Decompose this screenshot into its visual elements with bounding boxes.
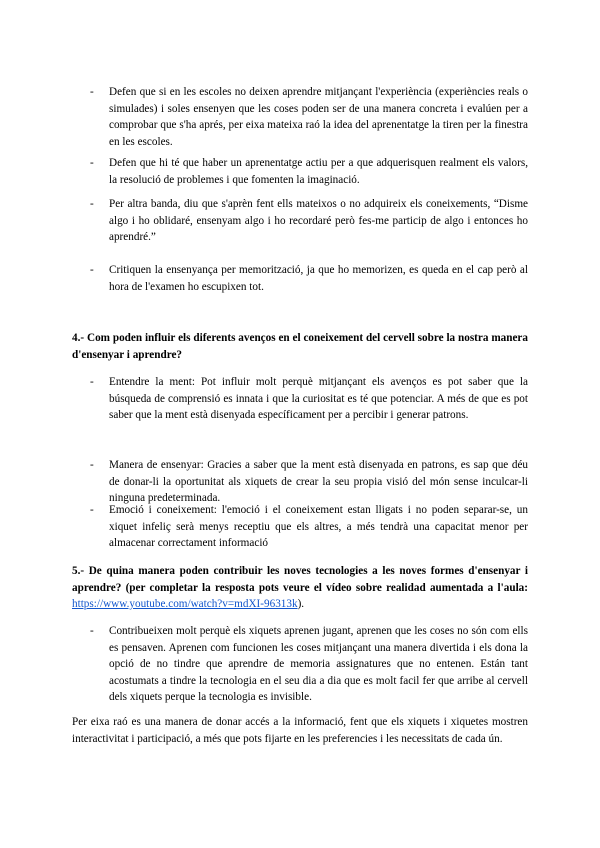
list-item-text: Defen que hi té que haber un aprenentatge actiu per a que adquerisquen realment els valors, la resolució de problemes i que fomenten la imaginació. <box>109 157 528 186</box>
list-item-text: Entendre la ment: Pot influir molt perquè mitjançant els avenços es pot saber que la búsqueda de comprensió es innata i que la curiositat es té que potenciar. A més de que es pot saber que la ment està disenyada específicament per a percibir i generar patrons. <box>109 376 528 421</box>
closing-paragraph: Per eixa raó es una manera de donar accés a la informació, fent que els xiquets i xiquetes mostren interactivitat i participació, a més que pots fijarte en les preferencies i les necessitats de cada ún. <box>72 716 528 745</box>
bullet-dash: - <box>90 157 94 169</box>
bullet-dash: - <box>90 625 94 637</box>
bullet-dash: - <box>90 376 94 388</box>
bullet-dash: - <box>90 264 94 276</box>
list-item-text: Per altra banda, diu que s'aprèn fent ells mateixos o no adquireix els coneixements, “Disme algo i ho oblidaré, ensenyam algo i ho recordaré però fes-me particip de algo i entonces ho aprendré.” <box>109 198 528 243</box>
list-item-text: Defen que si en les escoles no deixen aprendre mitjançant l'experiència (experiències reals o simulades) i soles ensenyen que les coses poden ser de una manera concreta i evalúen per a comprobar que s'ha aprés, per eixa mateixa raó la idea del aprenentatge la tiren per la finestra en les escoles. <box>109 86 528 148</box>
question-5-heading-end: ). <box>297 598 305 610</box>
list-item-text: Contribueixen molt perquè els xiquets aprenen jugant, aprenen que les coses no són com ells es pensaven. Aprenen com funcionen les coses mitjançant una manera divertida i els dona la opció de no tindre que aprendre de memoria assignatures que no entenen. Están tant acostumats a tindre la tecnologia en el seu dia a dia que es molt facil fer que arribe al cervell dels xiquets perque la tecnologia es invisible. <box>109 625 528 703</box>
bullet-dash: - <box>90 198 94 210</box>
list-item-text: Manera de ensenyar: Gracies a saber que la ment està disenyada en patrons, es sap que déu de donar-li la oportunitat als xiquets de crear la seu propia visió del món sense inculcar-li ninguna predeterminada. <box>109 459 528 504</box>
question-5-heading <box>72 563 528 613</box>
bullet-dash: - <box>90 86 94 98</box>
question-4-heading: 4.- Com poden influir els diferents avenços en el coneixement del cervell sobre la nostra manera d'ensenyar i aprendre? <box>72 332 528 361</box>
bullet-dash: - <box>90 459 94 471</box>
video-link[interactable]: https://www.youtube.com/watch?v=mdXI-96313k <box>72 598 298 610</box>
bullet-dash: - <box>90 504 94 516</box>
question-5-heading-text: 5.- De quina manera poden contribuir les noves tecnologies a les noves formes d'ensenyar i aprendre? (per completar la resposta pots veure el vídeo sobre realidad aumentada a l'aula: <box>72 565 528 594</box>
list-item-text: Emoció i coneixement: l'emoció i el coneixement estan lligats i no poden separar-se, un xiquet infeliç serà menys receptiu que els altres, a més tendrà una capacitat menor per almacenar correctament informació <box>109 504 528 549</box>
list-item-text: Critiquen la ensenyança per memorització, ja que ho memorizen, es queda en el cap però al hora de l'examen ho escupixen tot. <box>109 264 528 293</box>
